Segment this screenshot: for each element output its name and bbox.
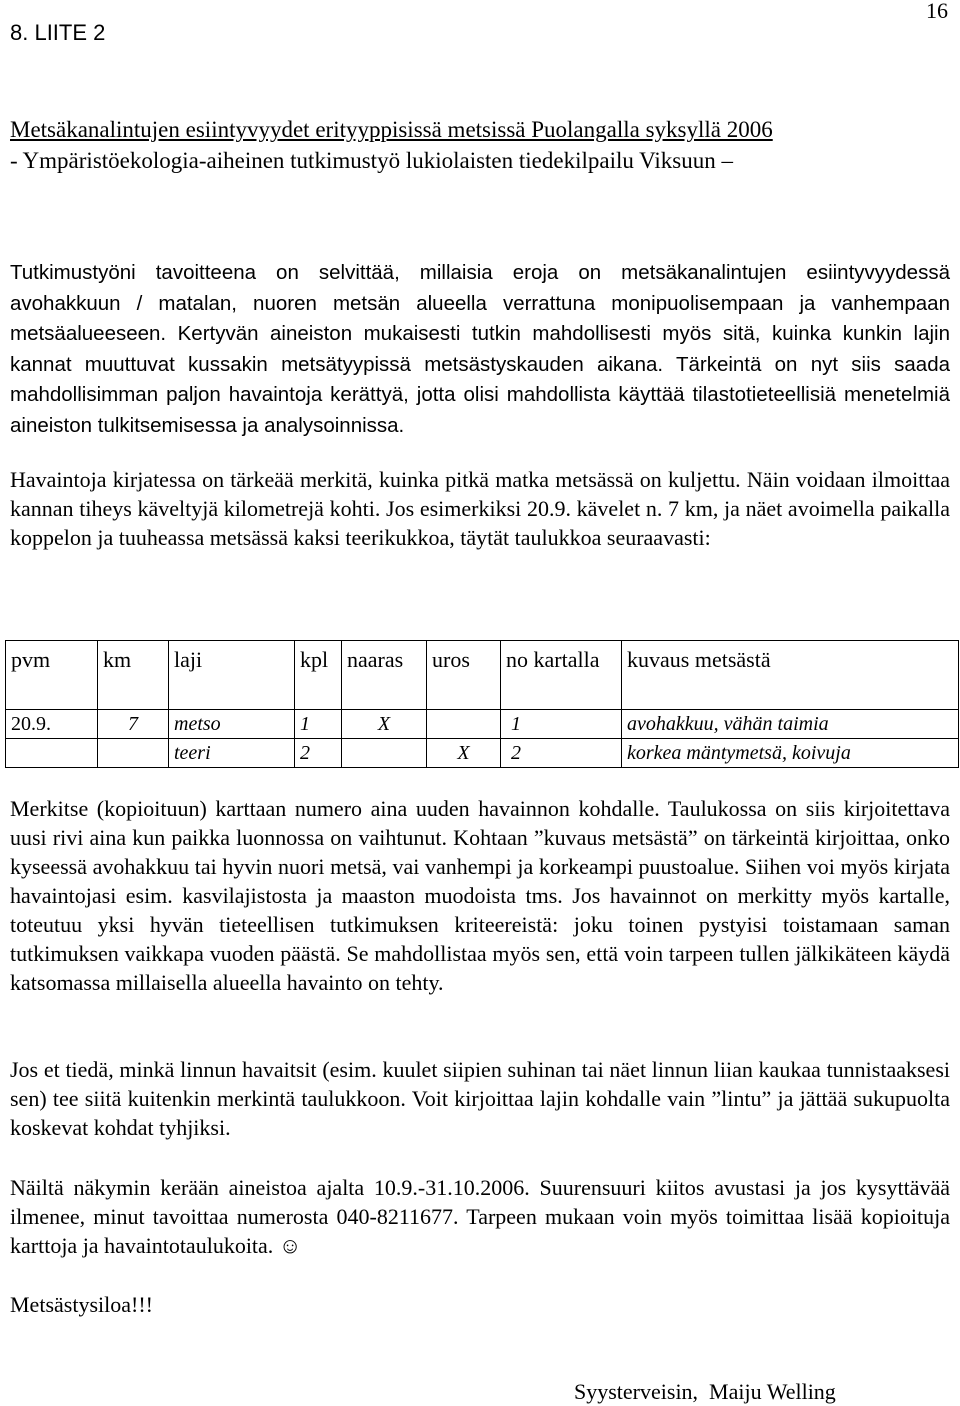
map-instructions-paragraph: Merkitse (kopioituun) karttaan numero aina uuden havainnon kohdalle. Taulukossa on siis kirjoitettava uusi rivi aina kun paikka luonnossa on vaihtunut. Kohtaan ”kuvaus metsästä” on tärkeintä kirjoittaa, onko kyseessä avohakkuu tai hyvin nuori metsä, vai vanhempi ja korkeampi puustoalue. Siihen voi myös kirjata havaintojasi esim. kasvilajistosta ja maaston muodoista tms. Jos havainnot on merkitty myös kartalle, toteutuu yksi hyvän tieteellisen tutkimuksen kriteereistä: joku toinen pystyisi toistamaan saman tutkimuksen vaikkapa vuoden päästä. Se mahdollistaa myös sen, että voin tarpeen tullen jälkikäteen käydä katsomassa millaisella alueella havainto on tehty.	[10, 796, 950, 995]
table-header-cell: km	[98, 641, 169, 710]
collection-period-text: Näiltä näkymin kerään aineistoa ajalta 10.9.-31.10.2006. Suurensuuri kiitos avustasi ja jos kysyttävää ilmenee, minut tavoittaa numerosta 040-8211677. Tarpeen mukaan voin myös toimittaa lisää kopioituja karttoja ja havaintotaulukoita.	[10, 1175, 950, 1258]
table-cell: 7	[98, 710, 169, 739]
table-header-row	[6, 641, 959, 710]
table-cell: X	[427, 739, 501, 768]
table-row	[6, 739, 959, 768]
page-number: 16	[926, 0, 948, 23]
intro-paragraph: Tutkimustyöni tavoitteena on selvittää, millaisia eroja on metsäkanalintujen esiintyvyydessä avohakkuun / matalan, nuoren metsän alueella verrattuna monipuolisempaan ja vanhempaan metsäalueeseen. Kertyvän aineiston mukaisesti tutkin mahdollisesti myös sitä, kuinka kunkin lajin kannat muuttuvat kussakin metsätyypissä metsästyskauden aikana. Tärkeintä on nyt siis saada mahdollisimman paljon havaintoja kerättyä, jotta olisi mahdollista käyttää tilastotieteellisiä menetelmiä aineiston tulkitsemisessa ja analysoinnissa.	[10, 261, 950, 437]
table-header-cell: laji	[169, 641, 295, 710]
table-header-cell: naaras	[342, 641, 427, 710]
table-header-cell: kpl	[295, 641, 342, 710]
table-cell: X	[342, 710, 427, 739]
signature: Syysterveisin, Maiju Welling	[574, 1379, 836, 1404]
collection-period-paragraph	[10, 1173, 950, 1260]
table-cell	[342, 739, 427, 768]
table-cell: 2	[295, 739, 342, 768]
appendix-label: 8. LIITE 2	[10, 20, 106, 45]
table-cell: metso	[169, 710, 295, 739]
table-header-cell: no kartalla	[501, 641, 622, 710]
document-title	[10, 114, 950, 176]
smiley-icon: ☺	[278, 1233, 302, 1258]
table-header-cell: pvm	[6, 641, 98, 710]
table-cell: 2	[501, 739, 622, 768]
table-cell: 20.9.	[6, 710, 98, 739]
table-cell: 1	[501, 710, 622, 739]
observation-table	[5, 640, 959, 768]
table-header-cell: uros	[427, 641, 501, 710]
closing-line: Metsästysiloa!!!	[10, 1292, 153, 1317]
table-cell: 1	[295, 710, 342, 739]
table-cell: avohakkuu, vähän taimia	[622, 710, 959, 739]
table-cell: teeri	[169, 739, 295, 768]
table-cell: korkea mäntymetsä, koivuja	[622, 739, 959, 768]
table-header-cell: kuvaus metsästä	[622, 641, 959, 710]
table-row	[6, 710, 959, 739]
instructions-paragraph: Havaintoja kirjatessa on tärkeää merkitä, kuinka pitkä matka metsässä on kuljettu. Näin voidaan ilmoittaa kannan tiheys käveltyjä kilometrejä kohti. Jos esimerkiksi 20.9. kävelet n. 7 km, ja näet avoimella paikalla koppelon ja tuuheassa metsässä kaksi teerikukkoa, täytät taulukkoa seuraavasti:	[10, 467, 950, 550]
unknown-bird-paragraph: Jos et tiedä, minkä linnun havaitsit (esim. kuulet siipien suhinan tai näet linnun liian kaukaa tunnistaaksesi sen) tee siitä kuitenkin merkintä taulukkoon. Voit kirjoittaa lajin kohdalle vain ”lintu” ja jättää sukupuolta koskevat kohdat tyhjiksi.	[10, 1057, 950, 1140]
title-line-1: Metsäkanalintujen esiintyvyydet erityyppisissä metsissä Puolangalla syksyllä 2006	[10, 117, 773, 142]
title-line-2: - Ympäristöekologia-aiheinen tutkimustyö lukiolaisten tiedekilpailu Viksuun –	[10, 148, 734, 173]
table-cell	[6, 739, 98, 768]
table-cell	[427, 710, 501, 739]
table-cell	[98, 739, 169, 768]
